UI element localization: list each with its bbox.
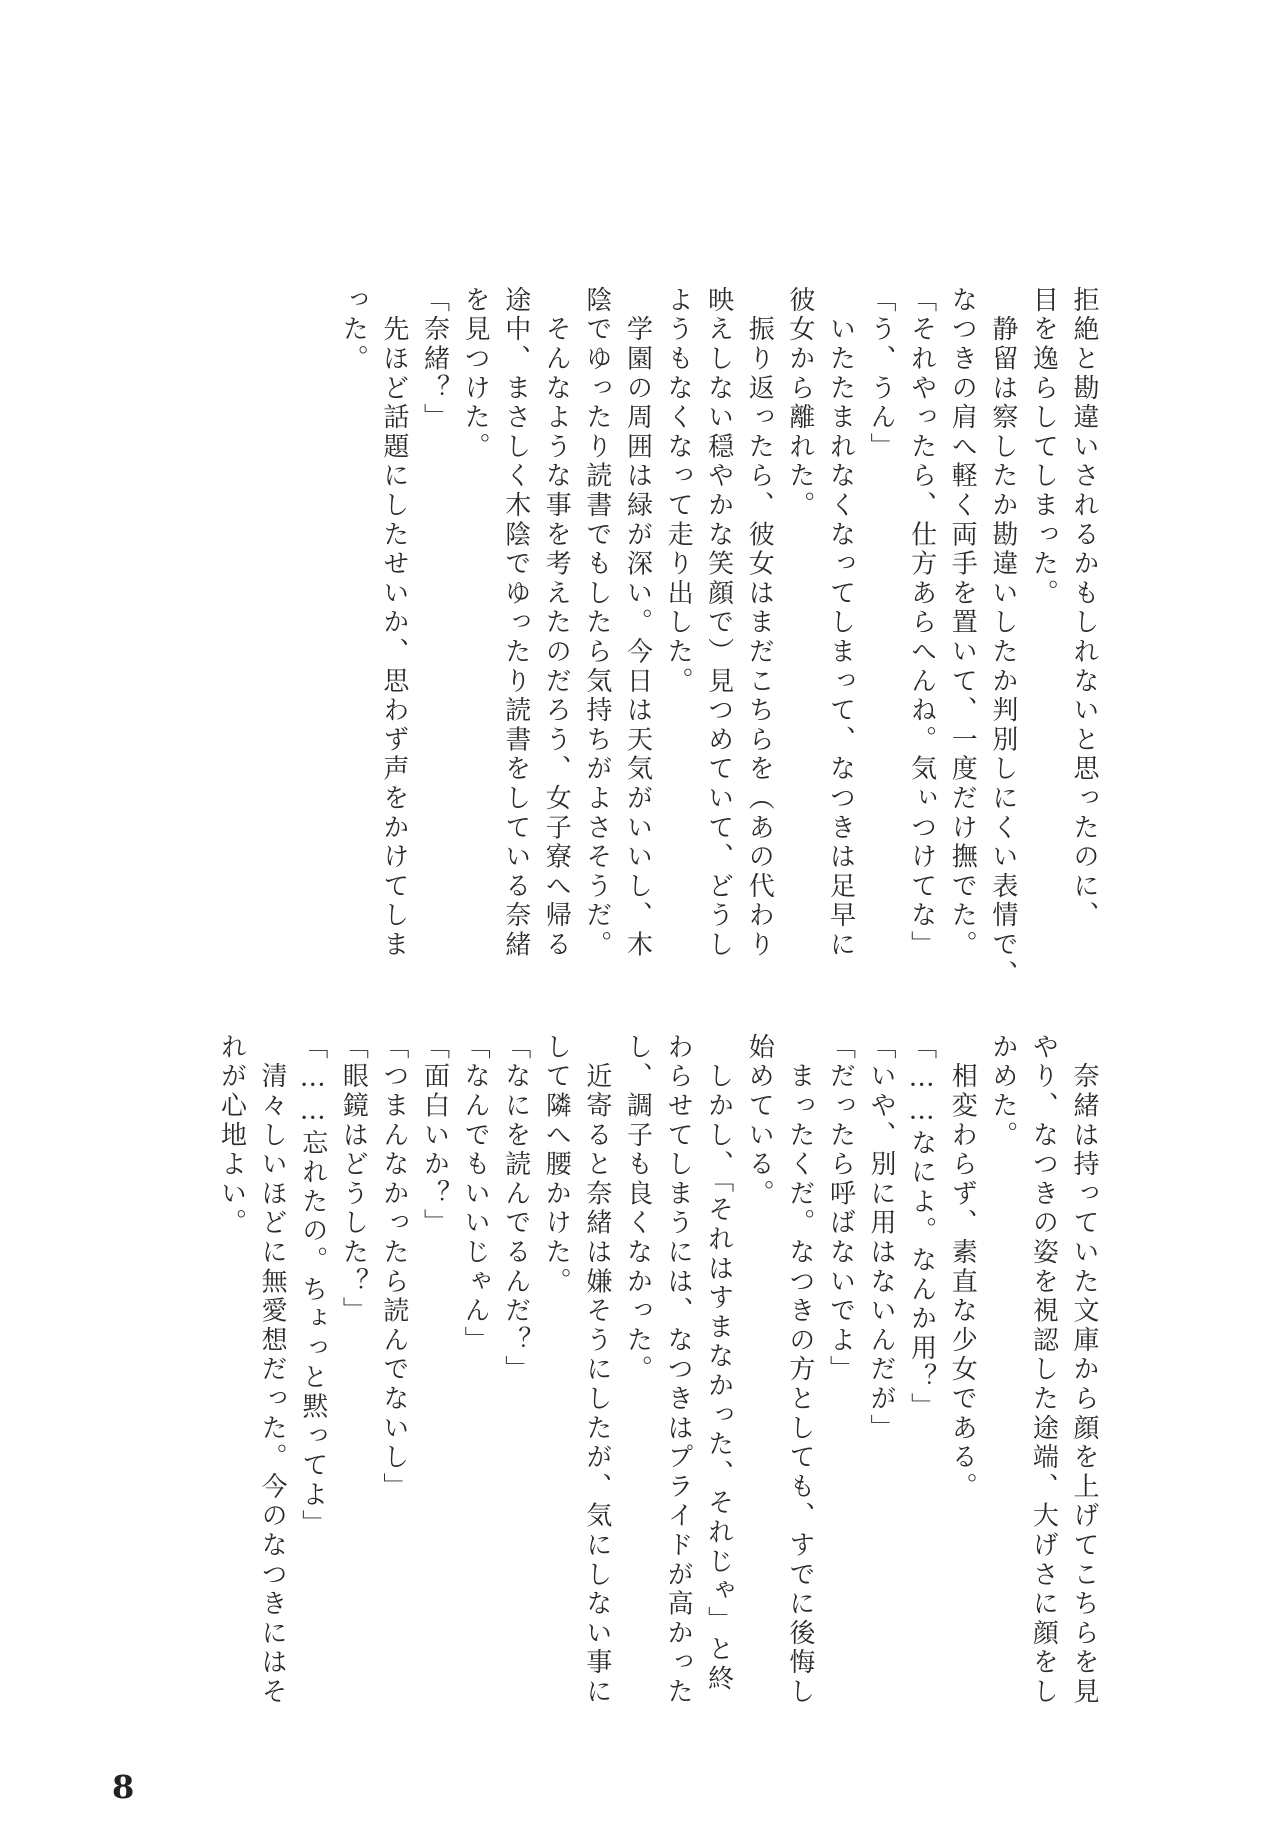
text-line: 陰でゆったり読書でもしたら気持ちがよさそうだ。 xyxy=(581,286,612,960)
text-line: なつきの肩へ軽く両手を置いて、一度だけ撫でた。 xyxy=(947,286,978,960)
text-line: 「それやったら、仕方あらへんね。気ぃつけてな」 xyxy=(906,286,937,960)
text-line: 静留は察したか勘違いしたか判別しにくい表情で、 xyxy=(987,286,1018,990)
text-line: 目を逸らしてしまった。 xyxy=(1028,286,1059,609)
text-line: わらせてしまうには、なつきはプライドが高かった xyxy=(663,1033,694,1707)
text-line: 「なにを読んでるんだ？」 xyxy=(500,1033,531,1385)
text-line: いたたまれなくなってしまって、なつきは足早に xyxy=(825,286,856,960)
text-line: して隣へ腰かけた。 xyxy=(541,1033,572,1297)
text-line: 彼女から離れた。 xyxy=(784,286,815,521)
text-line: かめた。 xyxy=(987,1033,1018,1151)
text-line: 「う、うん」 xyxy=(866,286,897,462)
text-line: やり、なつきの姿を視認した途端、大げさに顔をし xyxy=(1028,1033,1059,1707)
text-line: 「だったら呼ばないでよ」 xyxy=(825,1033,856,1385)
text-line: そんなような事を考えたのだろう、女子寮へ帰る xyxy=(541,286,572,960)
text-line: 途中、まさしく木陰でゆったり読書をしている奈緒 xyxy=(500,286,531,960)
text-line: 「……忘れたの。ちょっと黙ってよ」 xyxy=(297,1033,328,1540)
text-line: 振り返ったら、彼女はまだこちらを（あの代わり xyxy=(744,286,775,960)
text-line: まったくだ。なつきの方としても、すでに後悔し xyxy=(784,1033,815,1707)
text-line: 「いや、別に用はないんだが」 xyxy=(866,1033,897,1444)
upper-text-block xyxy=(211,286,1104,990)
text-line: 拒絶と勘違いされるかもしれないと思ったのに、 xyxy=(1069,286,1099,931)
lower-text-block xyxy=(211,1033,1104,1707)
text-line: 「つまんなかったら読んでないし」 xyxy=(378,1033,409,1502)
text-line: 映えしない穏やかな笑顔で）見つめていて、どうし xyxy=(703,286,734,960)
text-line: を見つけた。 xyxy=(460,286,491,462)
text-line: 先ほど話題にしたせいか、思わず声をかけてしま xyxy=(378,286,409,960)
text-line: ようもなくなって走り出した。 xyxy=(663,286,694,697)
text-line: 「面白いか？」 xyxy=(419,1033,450,1239)
text-line: 学園の周囲は緑が深い。今日は天気がいいし、木 xyxy=(622,286,653,960)
text-line: れが心地よい。 xyxy=(216,1033,247,1239)
text-line: 「……なによ。なんか用？」 xyxy=(906,1033,937,1422)
text-line: 相変わらず、素直な少女である。 xyxy=(947,1033,978,1502)
text-line: 近寄ると奈緒は嫌そうにしたが、気にしない事に xyxy=(581,1033,612,1707)
text-line: 奈緒は持っていた文庫から顔を上げてこちらを見 xyxy=(1069,1033,1099,1707)
text-line: 「奈緒？」 xyxy=(419,286,450,433)
text-line: 清々しいほどに無愛想だった。今のなつきにはそ xyxy=(257,1033,288,1707)
text-line: 「眼鏡はどうした？」 xyxy=(338,1033,369,1326)
page-number: 8 xyxy=(112,1768,135,1806)
text-line: し、調子も良くなかった。 xyxy=(622,1033,653,1385)
text-line: 「なんでもいいじゃん」 xyxy=(460,1033,491,1356)
text-line: った。 xyxy=(338,286,369,374)
text-line: 始めている。 xyxy=(744,1033,775,1209)
text-line: しかし、「それはすまなかった、それじゃ」と終 xyxy=(703,1033,734,1694)
